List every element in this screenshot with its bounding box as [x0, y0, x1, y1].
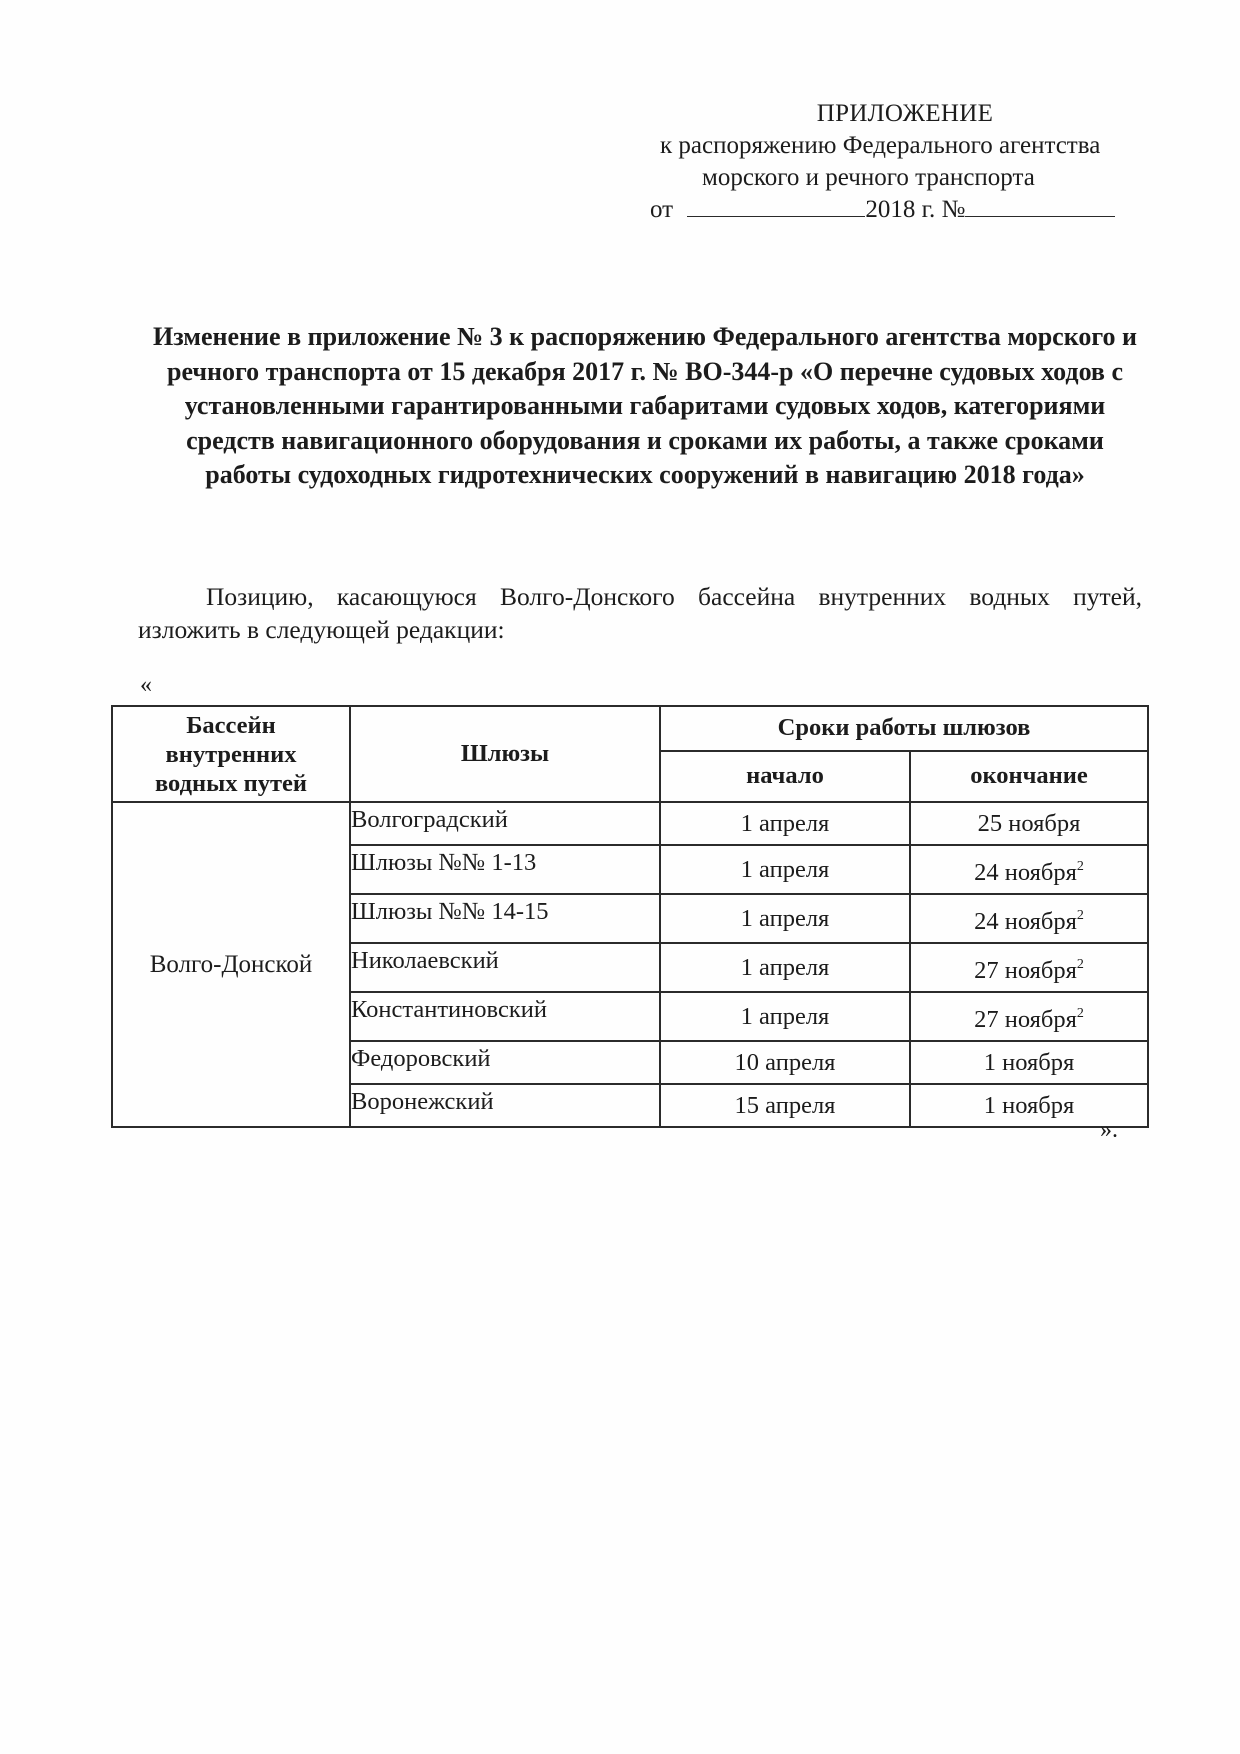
footnote-marker: 2 [1076, 957, 1084, 972]
header-locks: Шлюзы [350, 706, 660, 802]
locks-schedule-table [111, 705, 1149, 1128]
footnote-marker: 2 [1076, 859, 1084, 874]
header-basin-line: Бассейн [186, 711, 276, 739]
document-heading: Изменение в приложение № 3 к распоряжению Федерального агентства морского и речного транспорта от 15 декабря 2017 г. № ВО-344-р «О перечне судовых ходов с установленными гарантированными габаритами судовых ходов, категориями средств навигационного оборудования и сроками их работы, а также сроками работы судоходных гидротехнических сооружений в навигацию 2018 года» [153, 322, 1137, 489]
start-date-cell: 1 апреля [660, 894, 910, 943]
footnote-marker: 2 [1076, 1006, 1084, 1021]
start-date-cell: 10 апреля [660, 1041, 910, 1084]
lock-name-cell: Шлюзы №№ 14-15 [350, 894, 660, 943]
opening-quote: « [140, 672, 152, 698]
lock-name-cell: Федоровский [350, 1041, 660, 1084]
header-basin-line: водных путей [154, 769, 307, 797]
date-blank [687, 194, 865, 217]
appendix-title: ПРИЛОЖЕНИЕ [816, 100, 994, 127]
end-date-text: 1 ноября [983, 1049, 1075, 1076]
end-date-cell [910, 943, 1148, 992]
appendix-line-2: морского и речного транспорта [702, 164, 1035, 191]
lock-name-cell: Шлюзы №№ 1-13 [350, 845, 660, 894]
intro-paragraph: Позицию, касающуюся Волго-Донского бассейна внутренних водных путей, изложить в следующей редакции: [138, 582, 1142, 644]
end-date-cell [910, 894, 1148, 943]
end-date-text: 24 ноября [974, 859, 1077, 886]
appendix-line-1: к распоряжению Федерального агентства [660, 132, 1101, 159]
number-blank [965, 194, 1115, 217]
end-date-cell [910, 845, 1148, 894]
end-date-text: 27 ноября [974, 1006, 1077, 1033]
basin-cell: Волго-Донской [112, 802, 350, 1127]
start-date-cell: 1 апреля [660, 845, 910, 894]
header-basin [112, 706, 350, 802]
start-date-cell: 1 апреля [660, 992, 910, 1041]
end-date-cell [910, 1041, 1148, 1084]
start-date-cell: 15 апреля [660, 1084, 910, 1127]
header-start: начало [660, 751, 910, 802]
lock-name-cell: Воронежский [350, 1084, 660, 1127]
lock-name-cell: Николаевский [350, 943, 660, 992]
table-body [112, 802, 1148, 1127]
end-date-text: 27 ноября [974, 957, 1077, 984]
end-date-text: 24 ноября [974, 908, 1077, 935]
header-terms: Сроки работы шлюзов [660, 706, 1148, 751]
date-prefix: от [650, 196, 674, 223]
lock-name-cell: Волгоградский [350, 802, 660, 845]
lock-name-cell: Константиновский [350, 992, 660, 1041]
end-date-cell [910, 992, 1148, 1041]
header-basin-line: внутренних [165, 740, 297, 768]
end-date-text: 25 ноября [977, 810, 1081, 837]
end-date-text: 1 ноября [983, 1092, 1075, 1119]
end-date-cell [910, 802, 1148, 845]
closing-quote: ». [1100, 1117, 1118, 1143]
start-date-cell: 1 апреля [660, 802, 910, 845]
footnote-marker: 2 [1076, 908, 1084, 923]
table-row [112, 802, 1148, 845]
date-year: 2018 г. № [865, 196, 966, 223]
appendix-date-line [620, 194, 1160, 226]
header-end: окончание [910, 751, 1148, 802]
appendix-block [620, 98, 1160, 226]
table-header-row [112, 706, 1148, 751]
start-date-cell: 1 апреля [660, 943, 910, 992]
